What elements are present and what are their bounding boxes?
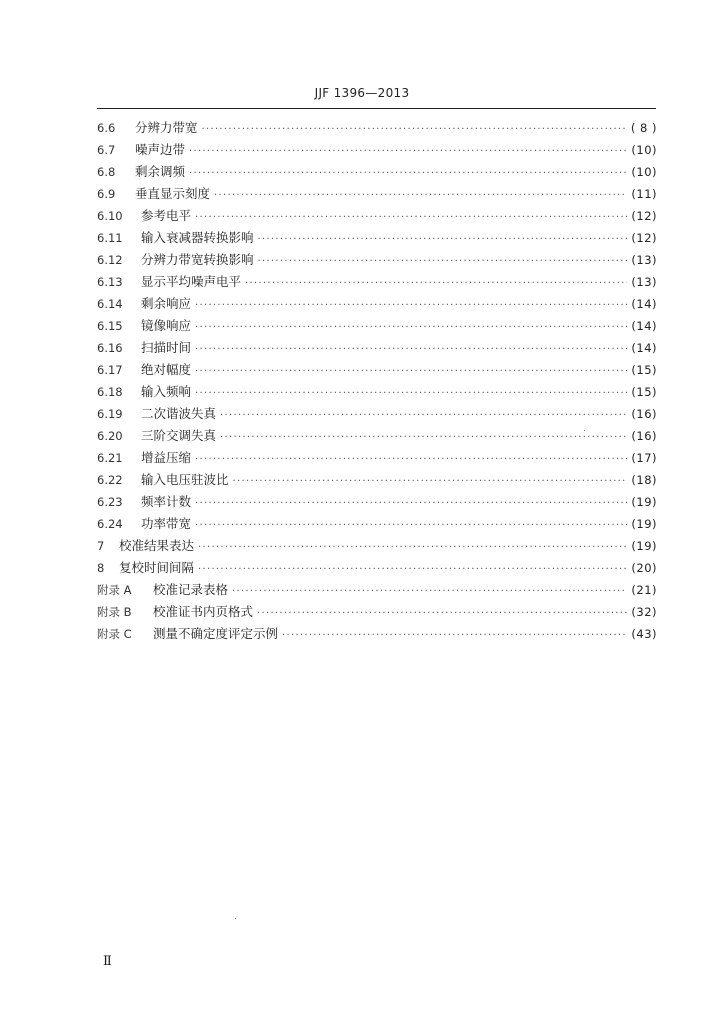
toc-entry (97, 140, 657, 162)
toc-entry-page: (11) (631, 187, 657, 201)
toc-entry (97, 624, 657, 646)
toc-entry-number: 6.22 (97, 473, 123, 487)
toc-entry (97, 580, 657, 602)
dot-leader (195, 498, 627, 509)
toc-entry-title: 校准记录表格 (153, 582, 229, 597)
toc-entry (97, 382, 657, 404)
toc-entry-number: 6.24 (97, 517, 123, 531)
toc-entry-title: 分辨力带宽 (135, 120, 198, 135)
scan-speck (584, 430, 585, 431)
dot-leader (220, 410, 627, 421)
toc-entry (97, 448, 657, 470)
toc-entry (97, 118, 657, 140)
toc-entry-number: 6.23 (97, 495, 123, 509)
toc-entry-number: 6.15 (97, 319, 123, 333)
toc-entry-title: 扫描时间 (141, 340, 192, 355)
toc-entry-page: (15) (631, 385, 657, 399)
toc-entry (97, 404, 657, 426)
toc-entry (97, 426, 657, 448)
toc-entry-page: (16) (631, 407, 657, 421)
toc-entry-title: 频率计数 (141, 494, 192, 509)
dot-leader (195, 366, 627, 377)
toc-entry-page: (13) (631, 275, 657, 289)
toc-entry (97, 514, 657, 536)
toc-entry-title: 复校时间间隔 (119, 560, 195, 575)
dot-leader (220, 432, 627, 443)
toc-entry (97, 228, 657, 250)
toc-entry-page: (15) (631, 363, 657, 377)
dot-leader (195, 344, 627, 355)
dot-leader (258, 256, 628, 267)
dot-leader (198, 542, 627, 553)
toc-entry-title: 垂直显示刻度 (135, 186, 211, 201)
toc-entry-title: 镜像响应 (141, 318, 192, 333)
toc-entry-number: 6.9 (97, 187, 116, 201)
toc-entry-page: (19) (631, 517, 657, 531)
toc-entry-page: (16) (631, 429, 657, 443)
dot-leader (195, 322, 627, 333)
toc-entry-number: 6.8 (97, 165, 116, 179)
dot-leader (189, 146, 627, 157)
toc-entry (97, 558, 657, 580)
toc-entry-page: (12) (631, 231, 657, 245)
dot-leader (195, 212, 627, 223)
toc-entry-page: (21) (631, 583, 657, 597)
toc-entry-page: (14) (631, 297, 657, 311)
dot-leader (258, 234, 628, 245)
toc-entry-page: (18) (631, 473, 657, 487)
toc-entry-title: 噪声边带 (135, 142, 186, 157)
toc-entry (97, 492, 657, 514)
running-header: JJF 1396—2013 (314, 86, 410, 100)
toc-entry (97, 360, 657, 382)
toc-entry-number: 6.21 (97, 451, 123, 465)
toc-entry-page: (17) (631, 451, 657, 465)
toc-entry-number: 6.17 (97, 363, 123, 377)
toc-entry-page: (13) (631, 253, 657, 267)
toc-entry-number: 8 (97, 561, 105, 575)
toc-entry-title: 输入电压驻波比 (141, 472, 229, 487)
toc-entry-number: 6.18 (97, 385, 123, 399)
dot-leader (202, 124, 627, 135)
table-of-contents (97, 118, 657, 646)
toc-entry-title: 参考电平 (141, 208, 192, 223)
toc-entry-title: 输入衰减器转换影响 (141, 230, 254, 245)
toc-entry (97, 338, 657, 360)
toc-entry-number: 附录 C (97, 627, 132, 641)
toc-entry-page: (14) (631, 319, 657, 333)
toc-entry-title: 剩余调频 (135, 164, 186, 179)
dot-leader (232, 586, 627, 597)
toc-entry-title: 二次谐波失真 (141, 406, 217, 421)
toc-entry-number: 6.6 (97, 121, 116, 135)
toc-entry-title: 三阶交调失真 (141, 428, 217, 443)
toc-entry-title: 绝对幅度 (141, 362, 192, 377)
toc-entry-title: 增益压缩 (141, 450, 192, 465)
toc-entry-title: 测量不确定度评定示例 (153, 626, 279, 641)
dot-leader (198, 564, 627, 575)
toc-entry-number: 6.11 (97, 231, 123, 245)
toc-entry-title: 分辨力带宽转换影响 (141, 252, 254, 267)
header-rule (97, 108, 656, 109)
dot-leader (257, 608, 627, 619)
toc-entry-number: 6.10 (97, 209, 123, 223)
toc-entry (97, 316, 657, 338)
dot-leader (245, 278, 627, 289)
toc-entry-title: 输入频响 (141, 384, 192, 399)
dot-leader (195, 454, 627, 465)
toc-entry-title: 校准证书内页格式 (153, 604, 254, 619)
toc-entry-number: 6.14 (97, 297, 123, 311)
toc-entry-number: 6.7 (97, 143, 116, 157)
toc-entry (97, 294, 657, 316)
toc-entry-title: 显示平均噪声电平 (141, 274, 242, 289)
toc-entry-page: (19) (631, 539, 657, 553)
toc-entry-number: 6.20 (97, 429, 123, 443)
toc-entry-title: 校准结果表达 (119, 538, 195, 553)
toc-entry (97, 184, 657, 206)
toc-entry-page: (10) (631, 165, 657, 179)
dot-leader (233, 476, 628, 487)
toc-entry (97, 470, 657, 492)
toc-entry-title: 功率带宽 (141, 516, 192, 531)
toc-entry-number: 附录 B (97, 605, 132, 619)
toc-entry-page: ( 8 ) (630, 121, 657, 135)
toc-entry (97, 272, 657, 294)
dot-leader (214, 190, 627, 201)
toc-entry-page: (43) (631, 627, 657, 641)
toc-entry-page: (32) (631, 605, 657, 619)
dot-leader (195, 520, 627, 531)
dot-leader (195, 300, 627, 311)
toc-entry-number: 6.19 (97, 407, 123, 421)
toc-entry (97, 162, 657, 184)
toc-entry-number: 7 (97, 539, 105, 553)
toc-entry (97, 536, 657, 558)
dot-leader (282, 630, 627, 641)
toc-entry-page: (10) (631, 143, 657, 157)
page-number: Ⅱ (103, 954, 112, 969)
toc-entry-title: 剩余响应 (141, 296, 192, 311)
toc-entry (97, 602, 657, 624)
toc-entry-page: (20) (631, 561, 657, 575)
toc-entry-number: 6.16 (97, 341, 123, 355)
toc-entry-number: 6.13 (97, 275, 123, 289)
toc-entry (97, 206, 657, 228)
toc-entry-page: (14) (631, 341, 657, 355)
dot-leader (189, 168, 627, 179)
toc-entry-page: (19) (631, 495, 657, 509)
toc-entry-number: 附录 A (97, 583, 132, 597)
toc-entry-page: (12) (631, 209, 657, 223)
toc-entry-number: 6.12 (97, 253, 123, 267)
dot-leader (195, 388, 627, 399)
scan-speck (235, 918, 236, 919)
toc-entry (97, 250, 657, 272)
